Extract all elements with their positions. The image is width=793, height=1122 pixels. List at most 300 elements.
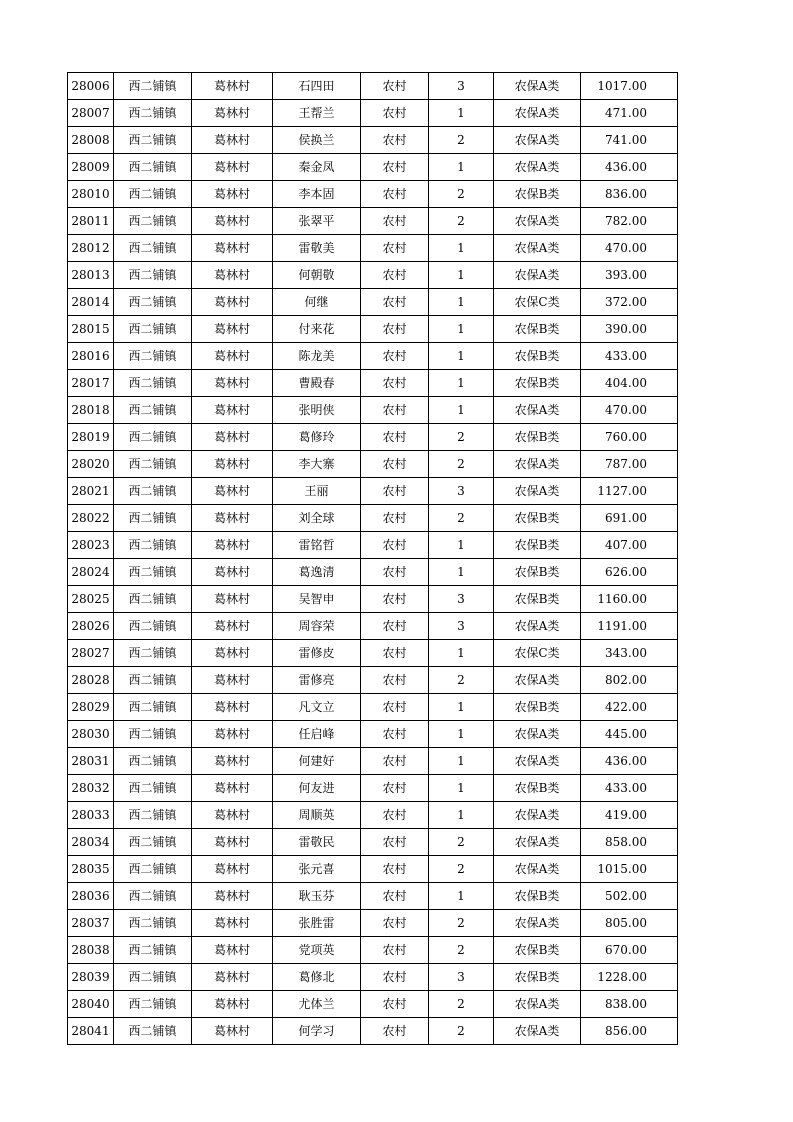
amount-cell: 1191.00 (581, 613, 678, 640)
town-cell: 西二铺镇 (114, 181, 192, 208)
amount-cell: 836.00 (581, 181, 678, 208)
area-type-cell: 农村 (361, 343, 429, 370)
insurance-type-cell: 农保C类 (494, 640, 581, 667)
insurance-type-cell: 农保A类 (494, 748, 581, 775)
village-cell: 葛林村 (192, 343, 273, 370)
amount-cell: 343.00 (581, 640, 678, 667)
name-cell: 党项英 (273, 937, 361, 964)
household-count-cell: 1 (429, 775, 494, 802)
table-row (68, 73, 678, 100)
village-cell: 葛林村 (192, 505, 273, 532)
village-cell: 葛林村 (192, 721, 273, 748)
village-cell: 葛林村 (192, 559, 273, 586)
area-type-cell: 农村 (361, 748, 429, 775)
name-cell: 付来花 (273, 316, 361, 343)
name-cell: 葛修北 (273, 964, 361, 991)
area-type-cell: 农村 (361, 262, 429, 289)
table-row (68, 100, 678, 127)
area-type-cell: 农村 (361, 208, 429, 235)
name-cell: 周顺英 (273, 802, 361, 829)
household-count-cell: 2 (429, 505, 494, 532)
household-count-cell: 1 (429, 883, 494, 910)
amount-cell: 390.00 (581, 316, 678, 343)
area-type-cell: 农村 (361, 154, 429, 181)
insurance-type-cell: 农保B类 (494, 694, 581, 721)
amount-cell: 372.00 (581, 289, 678, 316)
table-row (68, 451, 678, 478)
record-id-cell: 28019 (68, 424, 114, 451)
village-cell: 葛林村 (192, 370, 273, 397)
record-id-cell: 28012 (68, 235, 114, 262)
record-id-cell: 28006 (68, 73, 114, 100)
town-cell: 西二铺镇 (114, 586, 192, 613)
insurance-type-cell: 农保A类 (494, 829, 581, 856)
village-cell: 葛林村 (192, 235, 273, 262)
record-id-cell: 28009 (68, 154, 114, 181)
record-id-cell: 28028 (68, 667, 114, 694)
area-type-cell: 农村 (361, 721, 429, 748)
amount-cell: 433.00 (581, 775, 678, 802)
table-row (68, 370, 678, 397)
town-cell: 西二铺镇 (114, 262, 192, 289)
area-type-cell: 农村 (361, 667, 429, 694)
record-id-cell: 28011 (68, 208, 114, 235)
name-cell: 吴智申 (273, 586, 361, 613)
name-cell: 秦金凤 (273, 154, 361, 181)
household-count-cell: 1 (429, 343, 494, 370)
village-cell: 葛林村 (192, 694, 273, 721)
town-cell: 西二铺镇 (114, 667, 192, 694)
name-cell: 何建好 (273, 748, 361, 775)
household-count-cell: 1 (429, 802, 494, 829)
town-cell: 西二铺镇 (114, 127, 192, 154)
household-count-cell: 1 (429, 559, 494, 586)
town-cell: 西二铺镇 (114, 289, 192, 316)
amount-cell: 433.00 (581, 343, 678, 370)
table-row (68, 154, 678, 181)
amount-cell: 805.00 (581, 910, 678, 937)
village-cell: 葛林村 (192, 910, 273, 937)
area-type-cell: 农村 (361, 127, 429, 154)
amount-cell: 626.00 (581, 559, 678, 586)
name-cell: 陈龙美 (273, 343, 361, 370)
name-cell: 侯换兰 (273, 127, 361, 154)
village-cell: 葛林村 (192, 1018, 273, 1045)
area-type-cell: 农村 (361, 100, 429, 127)
insurance-type-cell: 农保A类 (494, 721, 581, 748)
area-type-cell: 农村 (361, 910, 429, 937)
town-cell: 西二铺镇 (114, 991, 192, 1018)
town-cell: 西二铺镇 (114, 559, 192, 586)
name-cell: 石四田 (273, 73, 361, 100)
household-count-cell: 1 (429, 532, 494, 559)
village-cell: 葛林村 (192, 532, 273, 559)
record-id-cell: 28010 (68, 181, 114, 208)
name-cell: 雷修皮 (273, 640, 361, 667)
name-cell: 李本固 (273, 181, 361, 208)
household-count-cell: 1 (429, 721, 494, 748)
record-id-cell: 28040 (68, 991, 114, 1018)
amount-cell: 858.00 (581, 829, 678, 856)
village-cell: 葛林村 (192, 127, 273, 154)
town-cell: 西二铺镇 (114, 937, 192, 964)
village-cell: 葛林村 (192, 316, 273, 343)
amount-cell: 670.00 (581, 937, 678, 964)
area-type-cell: 农村 (361, 478, 429, 505)
area-type-cell: 农村 (361, 937, 429, 964)
name-cell: 雷铭哲 (273, 532, 361, 559)
household-count-cell: 2 (429, 127, 494, 154)
household-count-cell: 1 (429, 397, 494, 424)
town-cell: 西二铺镇 (114, 910, 192, 937)
village-cell: 葛林村 (192, 964, 273, 991)
insurance-type-cell: 农保A类 (494, 613, 581, 640)
name-cell: 刘全球 (273, 505, 361, 532)
town-cell: 西二铺镇 (114, 856, 192, 883)
village-cell: 葛林村 (192, 451, 273, 478)
insurance-type-cell: 农保B类 (494, 505, 581, 532)
area-type-cell: 农村 (361, 1018, 429, 1045)
household-count-cell: 2 (429, 1018, 494, 1045)
area-type-cell: 农村 (361, 181, 429, 208)
village-cell: 葛林村 (192, 208, 273, 235)
insurance-type-cell: 农保B类 (494, 181, 581, 208)
village-cell: 葛林村 (192, 991, 273, 1018)
table-row (68, 829, 678, 856)
insurance-type-cell: 农保A类 (494, 991, 581, 1018)
insurance-type-cell: 农保B类 (494, 937, 581, 964)
record-id-cell: 28037 (68, 910, 114, 937)
amount-cell: 422.00 (581, 694, 678, 721)
household-count-cell: 1 (429, 316, 494, 343)
name-cell: 何继 (273, 289, 361, 316)
table-row (68, 289, 678, 316)
insurance-type-cell: 农保A类 (494, 100, 581, 127)
area-type-cell: 农村 (361, 424, 429, 451)
table-row (68, 1018, 678, 1045)
amount-cell: 1017.00 (581, 73, 678, 100)
name-cell: 葛逸清 (273, 559, 361, 586)
area-type-cell: 农村 (361, 532, 429, 559)
record-id-cell: 28032 (68, 775, 114, 802)
town-cell: 西二铺镇 (114, 505, 192, 532)
household-count-cell: 1 (429, 235, 494, 262)
name-cell: 王帮兰 (273, 100, 361, 127)
household-count-cell: 3 (429, 73, 494, 100)
table-row (68, 235, 678, 262)
household-count-cell: 1 (429, 640, 494, 667)
insurance-type-cell: 农保A类 (494, 667, 581, 694)
record-id-cell: 28021 (68, 478, 114, 505)
area-type-cell: 农村 (361, 451, 429, 478)
insurance-type-cell: 农保A类 (494, 451, 581, 478)
area-type-cell: 农村 (361, 694, 429, 721)
amount-cell: 436.00 (581, 154, 678, 181)
household-count-cell: 2 (429, 667, 494, 694)
name-cell: 尤体兰 (273, 991, 361, 1018)
amount-cell: 436.00 (581, 748, 678, 775)
amount-cell: 1127.00 (581, 478, 678, 505)
area-type-cell: 农村 (361, 829, 429, 856)
area-type-cell: 农村 (361, 235, 429, 262)
insurance-type-cell: 农保A类 (494, 262, 581, 289)
amount-cell: 856.00 (581, 1018, 678, 1045)
name-cell: 葛修玲 (273, 424, 361, 451)
insurance-type-cell: 农保B类 (494, 343, 581, 370)
insurance-type-cell: 农保B类 (494, 586, 581, 613)
household-count-cell: 3 (429, 478, 494, 505)
household-count-cell: 2 (429, 937, 494, 964)
record-id-cell: 28036 (68, 883, 114, 910)
record-id-cell: 28029 (68, 694, 114, 721)
amount-cell: 691.00 (581, 505, 678, 532)
record-id-cell: 28041 (68, 1018, 114, 1045)
name-cell: 张胜雷 (273, 910, 361, 937)
table-row (68, 181, 678, 208)
record-id-cell: 28016 (68, 343, 114, 370)
table-row (68, 910, 678, 937)
household-count-cell: 3 (429, 586, 494, 613)
record-id-cell: 28026 (68, 613, 114, 640)
amount-cell: 760.00 (581, 424, 678, 451)
area-type-cell: 农村 (361, 991, 429, 1018)
town-cell: 西二铺镇 (114, 478, 192, 505)
table-row (68, 559, 678, 586)
data-table (67, 72, 678, 1045)
household-count-cell: 1 (429, 694, 494, 721)
village-cell: 葛林村 (192, 856, 273, 883)
insurance-type-cell: 农保A类 (494, 127, 581, 154)
village-cell: 葛林村 (192, 829, 273, 856)
name-cell: 雷修亮 (273, 667, 361, 694)
household-count-cell: 2 (429, 451, 494, 478)
village-cell: 葛林村 (192, 154, 273, 181)
town-cell: 西二铺镇 (114, 883, 192, 910)
area-type-cell: 农村 (361, 964, 429, 991)
town-cell: 西二铺镇 (114, 343, 192, 370)
household-count-cell: 2 (429, 424, 494, 451)
record-id-cell: 28008 (68, 127, 114, 154)
area-type-cell: 农村 (361, 586, 429, 613)
area-type-cell: 农村 (361, 559, 429, 586)
table-row (68, 316, 678, 343)
table-row (68, 991, 678, 1018)
name-cell: 王丽 (273, 478, 361, 505)
record-id-cell: 28020 (68, 451, 114, 478)
household-count-cell: 2 (429, 181, 494, 208)
table-row (68, 505, 678, 532)
table-row (68, 397, 678, 424)
town-cell: 西二铺镇 (114, 451, 192, 478)
village-cell: 葛林村 (192, 100, 273, 127)
amount-cell: 407.00 (581, 532, 678, 559)
town-cell: 西二铺镇 (114, 1018, 192, 1045)
amount-cell: 1015.00 (581, 856, 678, 883)
area-type-cell: 农村 (361, 397, 429, 424)
town-cell: 西二铺镇 (114, 397, 192, 424)
record-id-cell: 28025 (68, 586, 114, 613)
record-id-cell: 28018 (68, 397, 114, 424)
village-cell: 葛林村 (192, 613, 273, 640)
amount-cell: 1228.00 (581, 964, 678, 991)
village-cell: 葛林村 (192, 73, 273, 100)
area-type-cell: 农村 (361, 289, 429, 316)
area-type-cell: 农村 (361, 613, 429, 640)
town-cell: 西二铺镇 (114, 613, 192, 640)
insurance-type-cell: 农保A类 (494, 397, 581, 424)
name-cell: 何朝敬 (273, 262, 361, 289)
name-cell: 凡文立 (273, 694, 361, 721)
village-cell: 葛林村 (192, 748, 273, 775)
town-cell: 西二铺镇 (114, 154, 192, 181)
amount-cell: 470.00 (581, 397, 678, 424)
village-cell: 葛林村 (192, 478, 273, 505)
name-cell: 李大寨 (273, 451, 361, 478)
record-id-cell: 28027 (68, 640, 114, 667)
town-cell: 西二铺镇 (114, 748, 192, 775)
amount-cell: 802.00 (581, 667, 678, 694)
household-count-cell: 1 (429, 748, 494, 775)
amount-cell: 470.00 (581, 235, 678, 262)
record-id-cell: 28013 (68, 262, 114, 289)
village-cell: 葛林村 (192, 937, 273, 964)
insurance-type-cell: 农保B类 (494, 370, 581, 397)
insurance-type-cell: 农保A类 (494, 208, 581, 235)
town-cell: 西二铺镇 (114, 532, 192, 559)
table-row (68, 532, 678, 559)
area-type-cell: 农村 (361, 370, 429, 397)
amount-cell: 1160.00 (581, 586, 678, 613)
amount-cell: 393.00 (581, 262, 678, 289)
name-cell: 何友进 (273, 775, 361, 802)
table-row (68, 586, 678, 613)
name-cell: 张元喜 (273, 856, 361, 883)
town-cell: 西二铺镇 (114, 208, 192, 235)
amount-cell: 787.00 (581, 451, 678, 478)
town-cell: 西二铺镇 (114, 964, 192, 991)
insurance-type-cell: 农保B类 (494, 424, 581, 451)
record-id-cell: 28038 (68, 937, 114, 964)
town-cell: 西二铺镇 (114, 640, 192, 667)
table-row (68, 694, 678, 721)
insurance-type-cell: 农保B类 (494, 775, 581, 802)
household-count-cell: 2 (429, 910, 494, 937)
village-cell: 葛林村 (192, 802, 273, 829)
table-row (68, 208, 678, 235)
area-type-cell: 农村 (361, 316, 429, 343)
table-row (68, 343, 678, 370)
area-type-cell: 农村 (361, 802, 429, 829)
insurance-type-cell: 农保B类 (494, 559, 581, 586)
table-row (68, 748, 678, 775)
household-count-cell: 3 (429, 613, 494, 640)
record-id-cell: 28022 (68, 505, 114, 532)
name-cell: 耿玉芬 (273, 883, 361, 910)
table-row (68, 856, 678, 883)
town-cell: 西二铺镇 (114, 802, 192, 829)
household-count-cell: 2 (429, 856, 494, 883)
insurance-type-cell: 农保A类 (494, 910, 581, 937)
town-cell: 西二铺镇 (114, 316, 192, 343)
household-count-cell: 1 (429, 370, 494, 397)
insurance-type-cell: 农保A类 (494, 154, 581, 181)
record-id-cell: 28031 (68, 748, 114, 775)
record-id-cell: 28035 (68, 856, 114, 883)
amount-cell: 419.00 (581, 802, 678, 829)
table-row (68, 262, 678, 289)
village-cell: 葛林村 (192, 262, 273, 289)
area-type-cell: 农村 (361, 883, 429, 910)
table-row (68, 721, 678, 748)
table-row (68, 127, 678, 154)
insurance-type-cell: 农保A类 (494, 802, 581, 829)
area-type-cell: 农村 (361, 640, 429, 667)
name-cell: 张翠平 (273, 208, 361, 235)
amount-cell: 404.00 (581, 370, 678, 397)
household-count-cell: 1 (429, 262, 494, 289)
village-cell: 葛林村 (192, 667, 273, 694)
name-cell: 何学习 (273, 1018, 361, 1045)
village-cell: 葛林村 (192, 181, 273, 208)
town-cell: 西二铺镇 (114, 775, 192, 802)
table-row (68, 424, 678, 451)
town-cell: 西二铺镇 (114, 370, 192, 397)
name-cell: 任启峰 (273, 721, 361, 748)
area-type-cell: 农村 (361, 505, 429, 532)
insurance-type-cell: 农保B类 (494, 964, 581, 991)
insurance-type-cell: 农保A类 (494, 1018, 581, 1045)
record-id-cell: 28039 (68, 964, 114, 991)
village-cell: 葛林村 (192, 883, 273, 910)
table-row (68, 775, 678, 802)
amount-cell: 782.00 (581, 208, 678, 235)
town-cell: 西二铺镇 (114, 235, 192, 262)
name-cell: 雷敬民 (273, 829, 361, 856)
table-row (68, 640, 678, 667)
amount-cell: 502.00 (581, 883, 678, 910)
name-cell: 曹殿春 (273, 370, 361, 397)
record-id-cell: 28017 (68, 370, 114, 397)
record-id-cell: 28034 (68, 829, 114, 856)
record-id-cell: 28023 (68, 532, 114, 559)
name-cell: 雷敬美 (273, 235, 361, 262)
town-cell: 西二铺镇 (114, 100, 192, 127)
household-count-cell: 3 (429, 964, 494, 991)
record-id-cell: 28033 (68, 802, 114, 829)
record-id-cell: 28024 (68, 559, 114, 586)
table-row (68, 667, 678, 694)
town-cell: 西二铺镇 (114, 829, 192, 856)
name-cell: 张明侠 (273, 397, 361, 424)
insurance-type-cell: 农保C类 (494, 289, 581, 316)
insurance-type-cell: 农保A类 (494, 235, 581, 262)
household-count-cell: 2 (429, 991, 494, 1018)
amount-cell: 445.00 (581, 721, 678, 748)
record-id-cell: 28007 (68, 100, 114, 127)
table-row (68, 802, 678, 829)
table-body (68, 73, 678, 1045)
insurance-type-cell: 农保B类 (494, 316, 581, 343)
table-row (68, 883, 678, 910)
area-type-cell: 农村 (361, 856, 429, 883)
insurance-type-cell: 农保B类 (494, 883, 581, 910)
household-count-cell: 1 (429, 100, 494, 127)
name-cell: 周容荣 (273, 613, 361, 640)
record-id-cell: 28030 (68, 721, 114, 748)
town-cell: 西二铺镇 (114, 694, 192, 721)
record-id-cell: 28015 (68, 316, 114, 343)
town-cell: 西二铺镇 (114, 721, 192, 748)
